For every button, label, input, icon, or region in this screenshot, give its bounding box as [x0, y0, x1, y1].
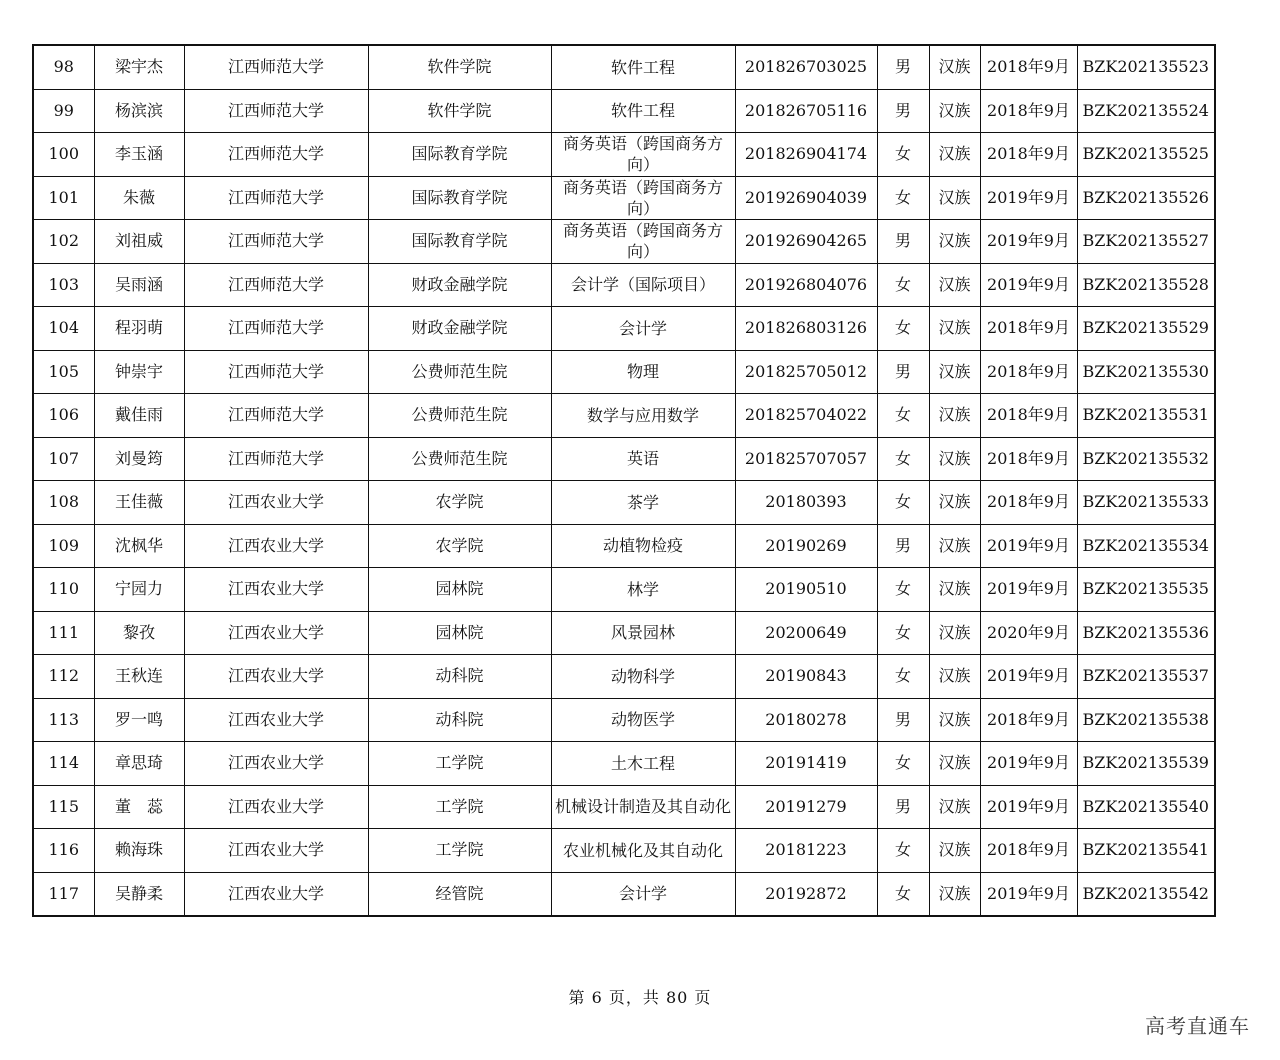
cell-name: 钟崇宇: [94, 350, 184, 394]
major-text: 软件工程: [610, 57, 675, 77]
cell-enrollment: 2018年9月: [980, 45, 1077, 89]
cell-college: 国际教育学院: [368, 133, 551, 177]
table-row: [33, 307, 1215, 351]
major-text: 会计学（国际项目）: [570, 275, 715, 295]
cell-university: 江西师范大学: [184, 263, 368, 307]
cell-college: 财政金融学院: [368, 263, 551, 307]
cell-college: 国际教育学院: [368, 176, 551, 220]
cell-enrollment: 2019年9月: [980, 263, 1077, 307]
student-table: [32, 44, 1216, 917]
table-row: [33, 524, 1215, 568]
cell-college: 动科院: [368, 698, 551, 742]
cell-certificate-no: BZK202135526: [1077, 176, 1215, 220]
cell-enrollment: 2019年9月: [980, 568, 1077, 612]
cell-gender: 男: [877, 350, 929, 394]
cell-ethnicity: 汉族: [929, 742, 980, 786]
cell-major: [551, 524, 735, 568]
cell-name: 吴雨涵: [94, 263, 184, 307]
table-row: [33, 872, 1215, 916]
table-row: [33, 220, 1215, 264]
cell-college: 公费师范生院: [368, 437, 551, 481]
cell-name: 沈枫华: [94, 524, 184, 568]
cell-enrollment: 2018年9月: [980, 698, 1077, 742]
cell-ethnicity: 汉族: [929, 45, 980, 89]
table-row: [33, 785, 1215, 829]
cell-name: 罗一鸣: [94, 698, 184, 742]
major-text: 会计学: [618, 884, 667, 904]
cell-student-id: 201825707057: [735, 437, 877, 481]
table-row: [33, 263, 1215, 307]
table-row: [33, 89, 1215, 133]
cell-university: 江西师范大学: [184, 437, 368, 481]
cell-certificate-no: BZK202135525: [1077, 133, 1215, 177]
cell-gender: 女: [877, 611, 929, 655]
cell-college: 财政金融学院: [368, 307, 551, 351]
cell-university: 江西师范大学: [184, 394, 368, 438]
cell-index: 116: [33, 829, 94, 873]
cell-university: 江西农业大学: [184, 785, 368, 829]
cell-university: 江西师范大学: [184, 45, 368, 89]
table-row: [33, 394, 1215, 438]
major-text: 动物医学: [610, 710, 675, 730]
table-row: [33, 133, 1215, 177]
major-text: 商务英语（跨国商务方向）: [562, 177, 723, 218]
cell-university: 江西农业大学: [184, 742, 368, 786]
cell-name: 章思琦: [94, 742, 184, 786]
cell-ethnicity: 汉族: [929, 611, 980, 655]
cell-college: 软件学院: [368, 45, 551, 89]
cell-enrollment: 2018年9月: [980, 437, 1077, 481]
table-row: [33, 176, 1215, 220]
cell-enrollment: 2019年9月: [980, 524, 1077, 568]
major-text: 会计学: [618, 318, 667, 338]
cell-enrollment: 2019年9月: [980, 785, 1077, 829]
cell-ethnicity: 汉族: [929, 785, 980, 829]
cell-student-id: 20180278: [735, 698, 877, 742]
cell-ethnicity: 汉族: [929, 133, 980, 177]
cell-enrollment: 2018年9月: [980, 133, 1077, 177]
cell-gender: 女: [877, 829, 929, 873]
cell-student-id: 20192872: [735, 872, 877, 916]
cell-ethnicity: 汉族: [929, 350, 980, 394]
cell-name: 王秋连: [94, 655, 184, 699]
cell-ethnicity: 汉族: [929, 655, 980, 699]
cell-enrollment: 2019年9月: [980, 176, 1077, 220]
cell-name: 吴静柔: [94, 872, 184, 916]
cell-student-id: 201826705116: [735, 89, 877, 133]
cell-index: 106: [33, 394, 94, 438]
cell-student-id: 20180393: [735, 481, 877, 525]
major-text: 林学: [626, 579, 659, 599]
cell-enrollment: 2020年9月: [980, 611, 1077, 655]
cell-student-id: 20190269: [735, 524, 877, 568]
cell-major: [551, 829, 735, 873]
cell-university: 江西师范大学: [184, 89, 368, 133]
cell-ethnicity: 汉族: [929, 481, 980, 525]
table-row: [33, 698, 1215, 742]
cell-student-id: 20190843: [735, 655, 877, 699]
cell-name: 黎孜: [94, 611, 184, 655]
cell-index: 99: [33, 89, 94, 133]
table-row: [33, 829, 1215, 873]
cell-name: 董 蕊: [94, 785, 184, 829]
table-body: [33, 45, 1215, 916]
cell-major: [551, 263, 735, 307]
cell-ethnicity: 汉族: [929, 524, 980, 568]
cell-major: [551, 133, 735, 177]
cell-index: 114: [33, 742, 94, 786]
cell-student-id: 20190510: [735, 568, 877, 612]
cell-index: 105: [33, 350, 94, 394]
cell-major: [551, 220, 735, 264]
cell-ethnicity: 汉族: [929, 829, 980, 873]
cell-index: 103: [33, 263, 94, 307]
cell-ethnicity: 汉族: [929, 698, 980, 742]
cell-student-id: 20200649: [735, 611, 877, 655]
cell-name: 杨滨滨: [94, 89, 184, 133]
cell-student-id: 20191419: [735, 742, 877, 786]
cell-name: 程羽萌: [94, 307, 184, 351]
cell-university: 江西农业大学: [184, 829, 368, 873]
table-row: [33, 568, 1215, 612]
watermark: 高考直通车: [1145, 1014, 1250, 1038]
cell-gender: 男: [877, 45, 929, 89]
cell-name: 戴佳雨: [94, 394, 184, 438]
cell-index: 98: [33, 45, 94, 89]
cell-college: 经管院: [368, 872, 551, 916]
major-text: 动植物检疫: [602, 536, 683, 556]
cell-student-id: 201825705012: [735, 350, 877, 394]
cell-certificate-no: BZK202135542: [1077, 872, 1215, 916]
cell-ethnicity: 汉族: [929, 437, 980, 481]
cell-name: 梁宇杰: [94, 45, 184, 89]
cell-college: 公费师范生院: [368, 394, 551, 438]
cell-college: 公费师范生院: [368, 350, 551, 394]
cell-major: [551, 45, 735, 89]
cell-certificate-no: BZK202135532: [1077, 437, 1215, 481]
cell-gender: 女: [877, 263, 929, 307]
cell-index: 112: [33, 655, 94, 699]
cell-certificate-no: BZK202135529: [1077, 307, 1215, 351]
cell-certificate-no: BZK202135540: [1077, 785, 1215, 829]
table-row: [33, 742, 1215, 786]
cell-gender: 女: [877, 742, 929, 786]
major-text: 农业机械化及其自动化: [562, 840, 723, 860]
cell-university: 江西农业大学: [184, 698, 368, 742]
cell-college: 工学院: [368, 785, 551, 829]
cell-college: 工学院: [368, 742, 551, 786]
major-text: 软件工程: [610, 101, 675, 121]
cell-certificate-no: BZK202135533: [1077, 481, 1215, 525]
cell-index: 104: [33, 307, 94, 351]
cell-certificate-no: BZK202135534: [1077, 524, 1215, 568]
cell-major: [551, 742, 735, 786]
cell-certificate-no: BZK202135541: [1077, 829, 1215, 873]
cell-certificate-no: BZK202135527: [1077, 220, 1215, 264]
cell-certificate-no: BZK202135523: [1077, 45, 1215, 89]
cell-university: 江西师范大学: [184, 307, 368, 351]
major-text: 茶学: [626, 492, 659, 512]
cell-ethnicity: 汉族: [929, 263, 980, 307]
cell-index: 113: [33, 698, 94, 742]
cell-university: 江西农业大学: [184, 524, 368, 568]
cell-certificate-no: BZK202135539: [1077, 742, 1215, 786]
cell-enrollment: 2018年9月: [980, 307, 1077, 351]
cell-enrollment: 2018年9月: [980, 481, 1077, 525]
cell-student-id: 201926904039: [735, 176, 877, 220]
cell-major: [551, 176, 735, 220]
table-row: [33, 481, 1215, 525]
cell-university: 江西农业大学: [184, 872, 368, 916]
cell-certificate-no: BZK202135524: [1077, 89, 1215, 133]
page-footer: [0, 985, 1280, 1008]
cell-college: 软件学院: [368, 89, 551, 133]
cell-gender: 男: [877, 89, 929, 133]
cell-name: 朱薇: [94, 176, 184, 220]
cell-major: [551, 89, 735, 133]
cell-gender: 女: [877, 176, 929, 220]
cell-gender: 女: [877, 307, 929, 351]
cell-university: 江西农业大学: [184, 655, 368, 699]
cell-enrollment: 2018年9月: [980, 829, 1077, 873]
table-row: [33, 350, 1215, 394]
cell-index: 101: [33, 176, 94, 220]
cell-index: 109: [33, 524, 94, 568]
cell-gender: 女: [877, 394, 929, 438]
cell-enrollment: 2018年9月: [980, 89, 1077, 133]
major-text: 商务英语（跨国商务方向）: [562, 134, 723, 175]
cell-major: [551, 481, 735, 525]
cell-student-id: 201825704022: [735, 394, 877, 438]
cell-major: [551, 307, 735, 351]
cell-name: 宁园力: [94, 568, 184, 612]
cell-college: 园林院: [368, 568, 551, 612]
cell-index: 102: [33, 220, 94, 264]
cell-university: 江西师范大学: [184, 176, 368, 220]
cell-name: 王佳薇: [94, 481, 184, 525]
cell-ethnicity: 汉族: [929, 220, 980, 264]
cell-university: 江西农业大学: [184, 481, 368, 525]
table-row: [33, 611, 1215, 655]
cell-enrollment: 2019年9月: [980, 655, 1077, 699]
cell-gender: 女: [877, 655, 929, 699]
cell-ethnicity: 汉族: [929, 307, 980, 351]
major-text: 商务英语（跨国商务方向）: [562, 221, 723, 262]
cell-name: 刘曼筠: [94, 437, 184, 481]
cell-enrollment: 2018年9月: [980, 350, 1077, 394]
page-number: 第 6 页，共 80 页: [568, 988, 712, 1007]
cell-index: 117: [33, 872, 94, 916]
cell-major: [551, 350, 735, 394]
cell-index: 111: [33, 611, 94, 655]
cell-certificate-no: BZK202135528: [1077, 263, 1215, 307]
cell-college: 动科院: [368, 655, 551, 699]
major-text: 英语: [626, 449, 659, 469]
cell-index: 110: [33, 568, 94, 612]
cell-major: [551, 872, 735, 916]
cell-college: 工学院: [368, 829, 551, 873]
cell-enrollment: 2019年9月: [980, 220, 1077, 264]
cell-certificate-no: BZK202135536: [1077, 611, 1215, 655]
cell-student-id: 201926904265: [735, 220, 877, 264]
cell-certificate-no: BZK202135535: [1077, 568, 1215, 612]
cell-gender: 女: [877, 437, 929, 481]
cell-gender: 女: [877, 568, 929, 612]
cell-student-id: 201926804076: [735, 263, 877, 307]
cell-university: 江西师范大学: [184, 350, 368, 394]
cell-university: 江西农业大学: [184, 611, 368, 655]
cell-index: 108: [33, 481, 94, 525]
cell-gender: 男: [877, 524, 929, 568]
cell-major: [551, 785, 735, 829]
cell-gender: 男: [877, 698, 929, 742]
major-text: 数学与应用数学: [586, 405, 699, 425]
cell-enrollment: 2018年9月: [980, 394, 1077, 438]
cell-gender: 男: [877, 220, 929, 264]
cell-major: [551, 394, 735, 438]
major-text: 风景园林: [610, 623, 675, 643]
cell-college: 园林院: [368, 611, 551, 655]
cell-ethnicity: 汉族: [929, 568, 980, 612]
cell-major: [551, 611, 735, 655]
cell-university: 江西师范大学: [184, 220, 368, 264]
cell-gender: 女: [877, 133, 929, 177]
cell-gender: 男: [877, 785, 929, 829]
cell-certificate-no: BZK202135530: [1077, 350, 1215, 394]
cell-ethnicity: 汉族: [929, 872, 980, 916]
cell-name: 刘祖威: [94, 220, 184, 264]
cell-enrollment: 2019年9月: [980, 742, 1077, 786]
cell-index: 115: [33, 785, 94, 829]
cell-student-id: 201826703025: [735, 45, 877, 89]
cell-ethnicity: 汉族: [929, 176, 980, 220]
cell-university: 江西师范大学: [184, 133, 368, 177]
cell-gender: 女: [877, 481, 929, 525]
cell-major: [551, 437, 735, 481]
cell-major: [551, 568, 735, 612]
cell-ethnicity: 汉族: [929, 89, 980, 133]
table-row: [33, 437, 1215, 481]
cell-college: 国际教育学院: [368, 220, 551, 264]
major-text: 土木工程: [610, 753, 675, 773]
cell-student-id: 201826904174: [735, 133, 877, 177]
major-text: 机械设计制造及其自动化: [554, 797, 731, 817]
cell-certificate-no: BZK202135538: [1077, 698, 1215, 742]
cell-university: 江西农业大学: [184, 568, 368, 612]
cell-college: 农学院: [368, 481, 551, 525]
cell-major: [551, 698, 735, 742]
cell-index: 100: [33, 133, 94, 177]
cell-student-id: 201826803126: [735, 307, 877, 351]
cell-index: 107: [33, 437, 94, 481]
cell-name: 赖海珠: [94, 829, 184, 873]
cell-student-id: 20191279: [735, 785, 877, 829]
cell-enrollment: 2019年9月: [980, 872, 1077, 916]
cell-gender: 女: [877, 872, 929, 916]
cell-major: [551, 655, 735, 699]
cell-ethnicity: 汉族: [929, 394, 980, 438]
table-row: [33, 655, 1215, 699]
table-row: [33, 45, 1215, 89]
cell-student-id: 20181223: [735, 829, 877, 873]
cell-certificate-no: BZK202135531: [1077, 394, 1215, 438]
cell-name: 李玉涵: [94, 133, 184, 177]
major-text: 物理: [626, 362, 659, 382]
cell-certificate-no: BZK202135537: [1077, 655, 1215, 699]
cell-college: 农学院: [368, 524, 551, 568]
major-text: 动物科学: [610, 666, 675, 686]
